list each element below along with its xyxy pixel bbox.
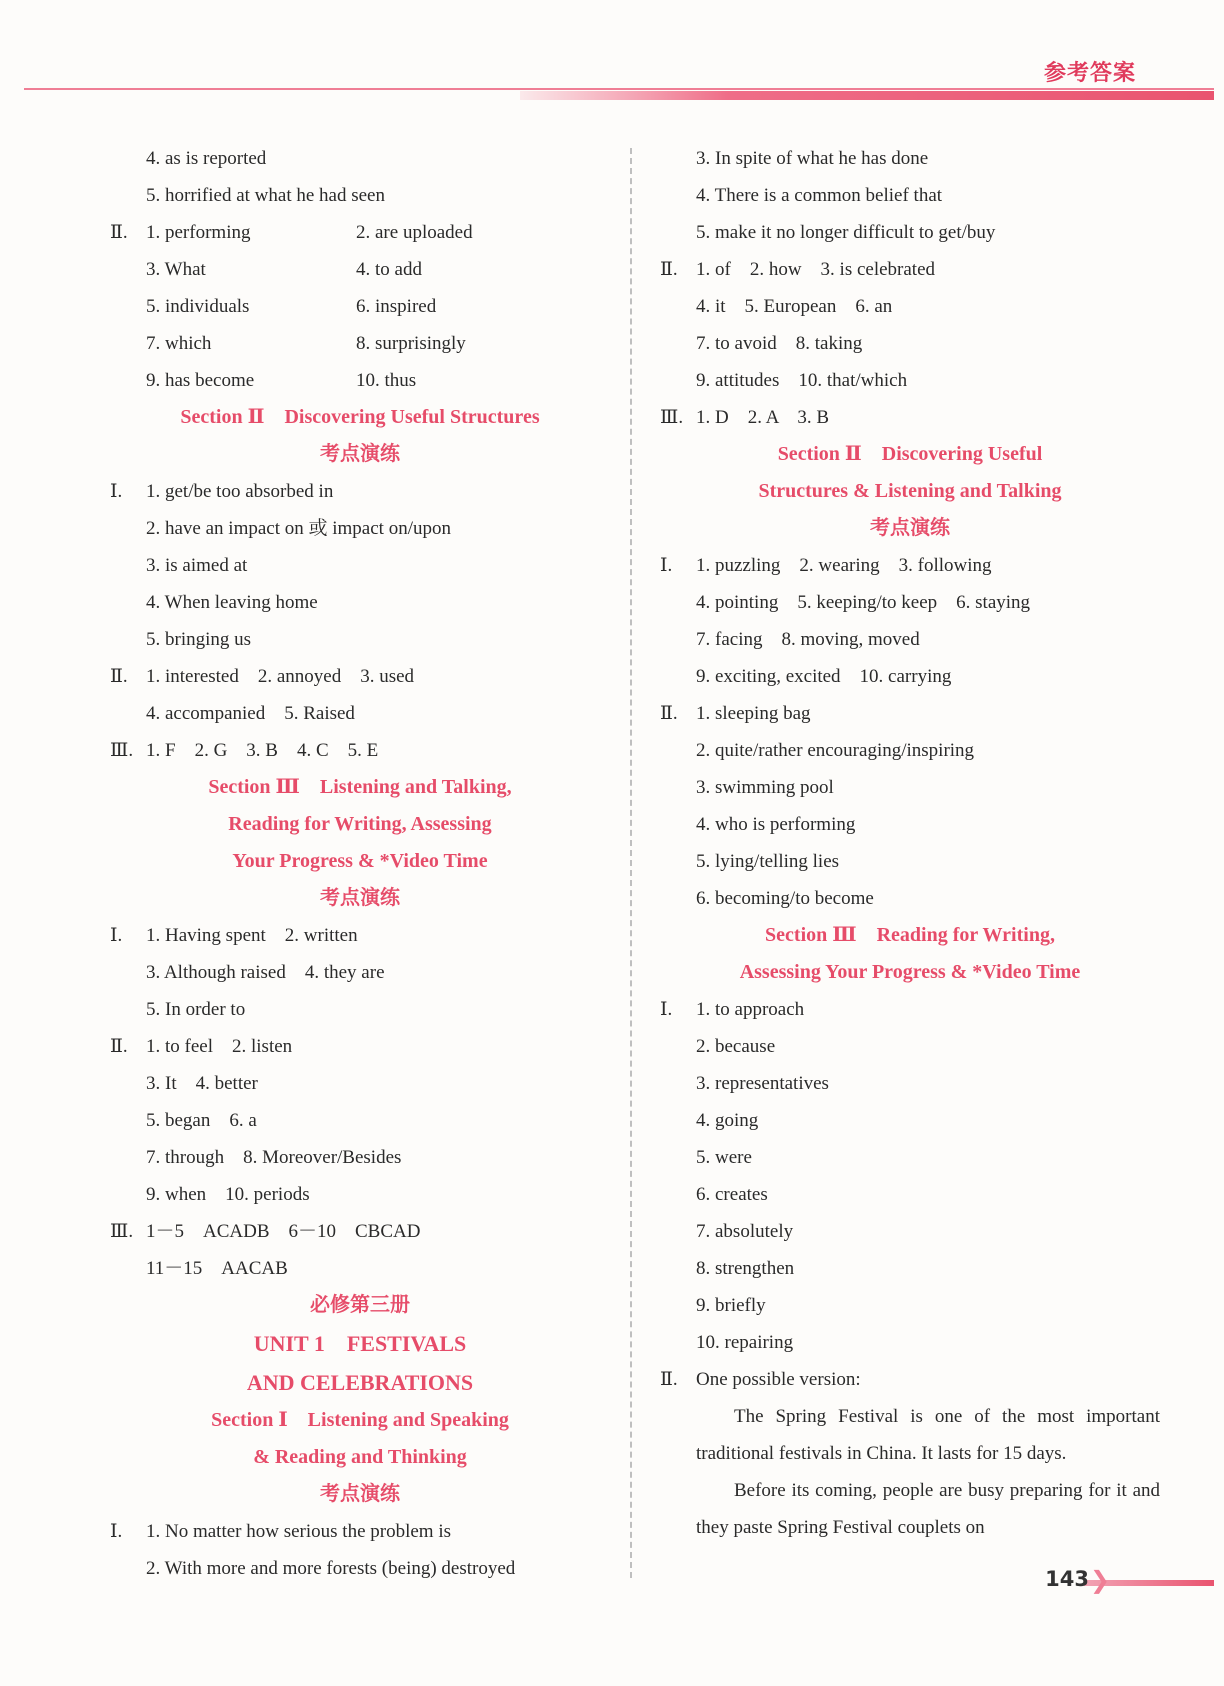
right-column (660, 140, 1160, 1546)
section-heading: Your Progress & *Video Time (232, 850, 488, 872)
answer-line: 5. were (696, 1147, 752, 1168)
answer-line: 3. is aimed at (146, 555, 248, 576)
header-bar (520, 91, 1214, 100)
unit-heading: UNIT 1 FESTIVALS (253, 1331, 467, 1356)
answer-line: 9. exciting, excited 10. carrying (696, 666, 952, 687)
roman-label: Ⅰ. (110, 925, 123, 946)
answer-line: 3. In spite of what he has done (696, 148, 929, 169)
roman-label: Ⅰ. (660, 999, 673, 1020)
answer-line: Ⅱ. 1. sleeping bag (660, 695, 1160, 732)
answer-row: 3. What 4. to add (146, 259, 422, 280)
answer-line: 4. as is reported (146, 148, 267, 169)
roman-label: Ⅱ. (660, 1369, 678, 1390)
essay-paragraph: The Spring Festival is one of the most important traditional festivals in China. It lasts for 15 days. (696, 1406, 1160, 1464)
unit-heading: AND CELEBRATIONS (246, 1370, 474, 1395)
answer-line: 5. began 6. a (146, 1110, 257, 1131)
header-title: 参考答案 (1043, 61, 1136, 86)
answer-line: 5. make it no longer difficult to get/buy (696, 222, 996, 243)
answer-line: 5. lying/telling lies (696, 851, 840, 872)
column-divider (630, 148, 632, 1578)
section-heading: & Reading and Thinking (253, 1446, 467, 1468)
roman-label: Ⅱ. (110, 222, 128, 243)
answer-line: Ⅲ. 1. D 2. A 3. B (660, 399, 1160, 436)
answer-line: Ⅲ. 1. F 2. G 3. B 4. C 5. E (110, 732, 610, 769)
roman-label: Ⅰ. (110, 481, 123, 502)
section-heading: Reading for Writing, Assessing (228, 813, 492, 835)
answer-line: Ⅱ. 1. to feel 2. listen (110, 1028, 610, 1065)
answer-line: 3. representatives (696, 1073, 829, 1094)
answer-row: Ⅱ. 1. performing 2. are uploaded (110, 214, 610, 251)
essay-paragraph: Before its coming, people are busy preparing for it and they paste Spring Festival couplets on (696, 1480, 1160, 1538)
section-heading: Section Ⅲ Reading for Writing, (765, 924, 1055, 946)
answer-line: 9. when 10. periods (146, 1184, 310, 1205)
answer-line: 4. There is a common belief that (696, 185, 943, 206)
roman-label: Ⅱ. (660, 703, 678, 724)
answer-line: 9. attitudes 10. that/which (696, 370, 908, 391)
roman-label: Ⅱ. (110, 1036, 128, 1057)
answer-line: Ⅲ. 1－5 ACADB 6－10 CBCAD (110, 1213, 610, 1250)
answer-line: 4. When leaving home (146, 592, 318, 613)
answer-line: 2. quite/rather encouraging/inspiring (696, 740, 975, 761)
roman-label: Ⅲ. (110, 1221, 134, 1242)
practice-heading: 考点演练 (320, 443, 400, 465)
roman-label: Ⅲ. (660, 407, 684, 428)
answer-line: 3. It 4. better (146, 1073, 258, 1094)
answer-line: 4. pointing 5. keeping/to keep 6. staying (696, 592, 1031, 613)
answer-line: 11－15 AACAB (146, 1258, 288, 1279)
roman-label: Ⅱ. (660, 259, 678, 280)
section-heading: Structures & Listening and Talking (758, 480, 1062, 502)
answer-line: 7. through 8. Moreover/Besides (146, 1147, 402, 1168)
answer-line: 6. creates (696, 1184, 768, 1205)
section-heading: Section Ⅰ Listening and Speaking (211, 1409, 509, 1431)
answer-line: 7. facing 8. moving, moved (696, 629, 920, 650)
practice-heading: 考点演练 (320, 1483, 400, 1505)
answer-row: 9. has become 10. thus (146, 370, 417, 391)
section-heading: Assessing Your Progress & *Video Time (739, 961, 1081, 983)
roman-label: Ⅱ. (110, 666, 128, 687)
practice-heading: 考点演练 (320, 887, 400, 909)
page-number: 143 (1045, 1567, 1089, 1591)
answer-line: 2. because (696, 1036, 776, 1057)
answer-line: 4. accompanied 5. Raised (146, 703, 355, 724)
left-column (110, 140, 610, 1587)
answer-line: 5. bringing us (146, 629, 252, 650)
answer-line: Ⅰ. 1. puzzling 2. wearing 3. following (660, 547, 1160, 584)
answer-line: Ⅱ. 1. interested 2. annoyed 3. used (110, 658, 610, 695)
answer-row: 7. which 8. surprisingly (146, 333, 466, 354)
answer-line: Ⅱ. 1. of 2. how 3. is celebrated (660, 251, 1160, 288)
answer-line: Ⅰ. 1. Having spent 2. written (110, 917, 610, 954)
answer-row: 5. individuals 6. inspired (146, 296, 437, 317)
answer-line: 4. it 5. European 6. an (696, 296, 893, 317)
answer-line: 4. going (696, 1110, 759, 1131)
sample-essay (660, 1398, 1160, 1546)
answer-line: Ⅰ. 1. to approach (660, 991, 1160, 1028)
book-heading: 必修第三册 (310, 1294, 410, 1316)
answer-line: Ⅰ. 1. get/be too absorbed in (110, 473, 610, 510)
answer-line: 2. have an impact on 或 impact on/upon (146, 518, 451, 539)
answer-line: 2. With more and more forests (being) destroyed (146, 1558, 516, 1579)
header-rule (24, 88, 1214, 90)
chevron-right-icon: ❯ (1090, 1566, 1111, 1594)
practice-heading: 考点演练 (870, 517, 950, 539)
answer-line: 3. swimming pool (696, 777, 834, 798)
answer-line: 5. In order to (146, 999, 246, 1020)
answer-line: 3. Although raised 4. they are (146, 962, 385, 983)
section-heading: Section Ⅱ Discovering Useful (777, 443, 1043, 465)
answer-line: 5. horrified at what he had seen (146, 185, 385, 206)
answer-line: 7. to avoid 8. taking (696, 333, 863, 354)
answer-line: 9. briefly (696, 1295, 766, 1316)
roman-label: Ⅰ. (110, 1521, 123, 1542)
answer-line: Ⅱ. One possible version: (660, 1361, 1160, 1398)
answer-line: 6. becoming/to become (696, 888, 874, 909)
answer-line: 4. who is performing (696, 814, 856, 835)
section-heading: Section Ⅱ Discovering Useful Structures (180, 406, 540, 428)
roman-label: Ⅲ. (110, 740, 134, 761)
answer-line: 8. strengthen (696, 1258, 795, 1279)
answer-line: 7. absolutely (696, 1221, 794, 1242)
roman-label: Ⅰ. (660, 555, 673, 576)
answer-line: 10. repairing (696, 1332, 794, 1353)
answer-line: Ⅰ. 1. No matter how serious the problem is (110, 1513, 610, 1550)
section-heading: Section Ⅲ Listening and Talking, (208, 776, 512, 798)
